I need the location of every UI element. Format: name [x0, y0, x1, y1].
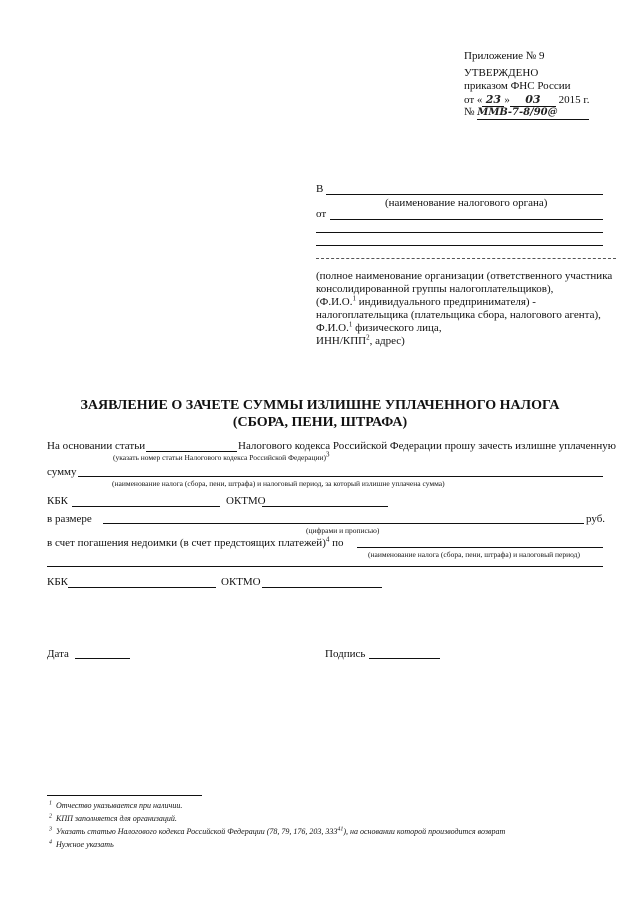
order-date — [464, 93, 589, 107]
signature-field[interactable] — [369, 658, 440, 659]
date-year: 2015 г. — [558, 94, 590, 106]
basis-rest: Налогового кодекса Российской Федерации прошу зачесть излишне уплаченную — [238, 440, 616, 452]
basis-hint: (указать номер статьи Налогового кодекса Российской Федерации)$^3$ — [113, 450, 330, 462]
addressee-desc-2: консолидированной группы налогоплательщиков), — [316, 283, 554, 295]
addressee-desc-5: Ф.И.О.$^1$ физического лица, — [316, 320, 442, 334]
oktmo-label: ОКТМО — [226, 495, 266, 507]
kbk2-label: КБК — [47, 576, 68, 588]
number-handwritten: ММВ-7-8/90@ — [477, 106, 589, 120]
oktmo-field[interactable] — [262, 506, 388, 507]
to-field[interactable] — [326, 194, 603, 195]
number-prefix: № — [464, 106, 475, 118]
kbk-label: КБК — [47, 495, 68, 507]
approved-label: УТВЕРЖДЕНО — [464, 67, 539, 79]
footnote-1: $^1$ Отчество указывается при наличии. — [49, 800, 183, 810]
from-field-1[interactable] — [330, 219, 603, 220]
order-number — [464, 106, 589, 120]
to-label: В — [316, 183, 324, 195]
offset-field-2[interactable] — [47, 566, 603, 567]
document-title: ЗАЯВЛЕНИЕ О ЗАЧЕТЕ СУММЫ ИЗЛИШНЕ УПЛАЧЕННОГО НАЛОГА (СБОРА, ПЕНИ, ШТРАФА) — [80, 398, 560, 430]
offset-label: в счет погашения недоимки (в счет предстоящих платежей)$^4$ по — [47, 535, 344, 549]
date-month-handwritten: 03 — [510, 93, 556, 107]
article-number-field[interactable] — [146, 451, 237, 452]
footnote-4: $^4$ Нужное указать — [49, 839, 114, 849]
date-field[interactable] — [75, 658, 130, 659]
appendix-label: Приложение № 9 — [464, 50, 545, 62]
from-field-2[interactable] — [316, 232, 603, 233]
offset-field[interactable] — [357, 547, 603, 548]
footnote-3: $^3$ Указать статью Налогового кодекса Российской Федерации (78, 79, 176, 203, $333^{41}$), на основании которой производится возврат — [49, 826, 506, 836]
footnote-2: $^2$ КПП заполняется для организаций. — [49, 813, 177, 823]
date-label: Дата — [47, 648, 69, 660]
from-label: от — [316, 208, 327, 220]
sum-label: сумму — [47, 466, 77, 478]
addressee-desc-1: (полное наименование организации (ответственного участника — [316, 270, 613, 282]
sum-hint: (наименование налога (сбора, пени, штрафа) и налоговый период, за который излишне уплачена сумма) — [112, 479, 445, 488]
sum-field[interactable] — [78, 476, 603, 477]
addressee-desc-3: (Ф.И.О.$^1$ индивидуального предпринимателя) - — [316, 294, 536, 308]
date-mid: » — [504, 94, 510, 106]
signature-label: Подпись — [325, 648, 366, 660]
order-label: приказом ФНС России — [464, 80, 571, 92]
amount-label: в размере — [47, 513, 92, 525]
date-prefix: от « — [464, 94, 483, 106]
date-day-handwritten: 23 — [482, 93, 504, 107]
addressee-desc-6: ИНН/КПП$^2$, адрес) — [316, 333, 405, 347]
amount-unit: руб. — [586, 513, 606, 525]
oktmo2-field[interactable] — [262, 587, 382, 588]
to-hint: (наименование налогового органа) — [385, 197, 548, 209]
oktmo2-label: ОКТМО — [221, 576, 261, 588]
kbk2-field[interactable] — [68, 587, 216, 588]
footnote-divider — [47, 795, 202, 796]
kbk-field[interactable] — [72, 506, 220, 507]
addressee-desc-4: налогоплательщика (плательщика сбора, налогового агента), — [316, 309, 601, 321]
amount-field[interactable] — [103, 523, 584, 524]
offset-hint: (наименование налога (сбора, пени, штрафа) и налоговый период) — [368, 550, 580, 559]
basis-label: На основании статьи — [47, 440, 146, 452]
from-field-3[interactable] — [316, 245, 603, 246]
amount-hint: (цифрами и прописью) — [306, 526, 380, 535]
from-field-4[interactable] — [316, 258, 616, 259]
